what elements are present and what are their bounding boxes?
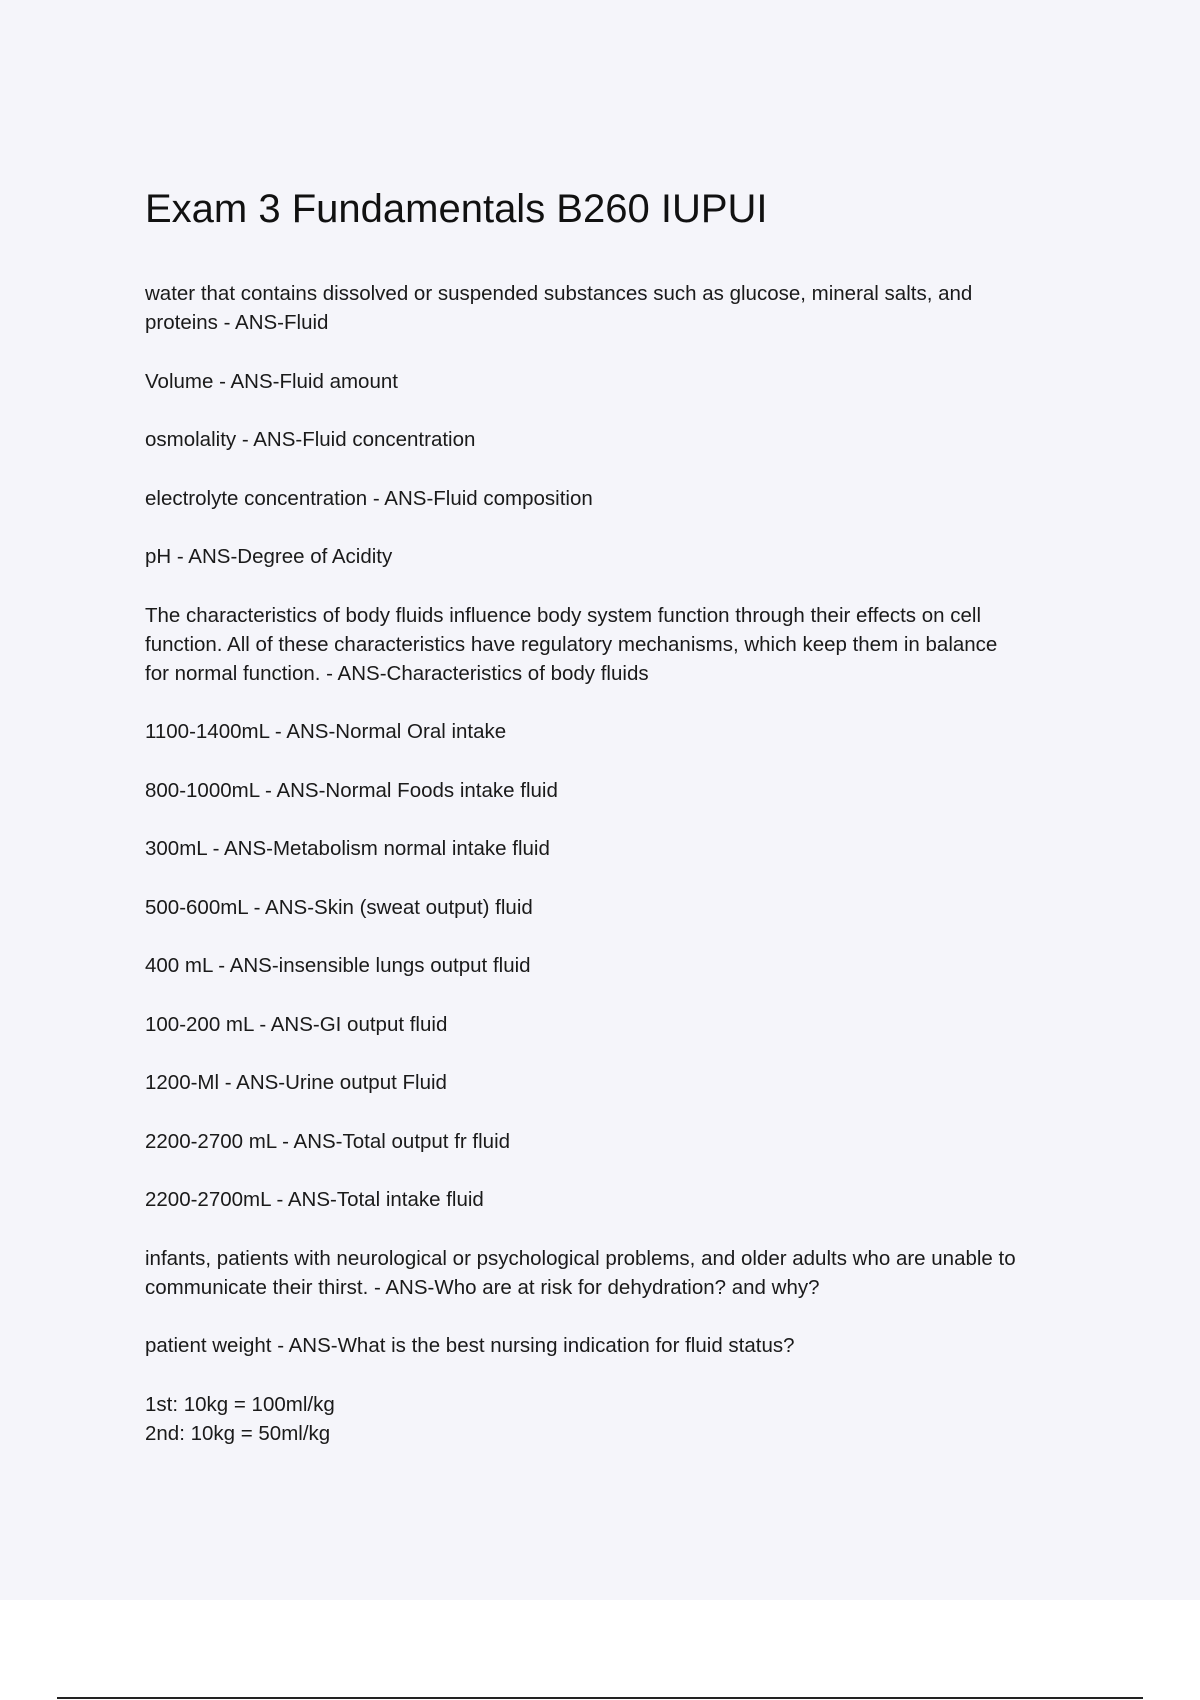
flashcard-entry: 800-1000mL - ANS-Normal Foods intake fluid [145, 778, 558, 802]
flashcard-entry: patient weight - ANS-What is the best nursing indication for fluid status? [145, 1334, 795, 1357]
flashcard-entry: osmolality - ANS-Fluid concentration [145, 428, 476, 451]
flashcard-entry: 2200-2700mL - ANS-Total intake fluid [145, 1188, 484, 1211]
flashcard-entry: 1200-Ml - ANS-Urine output Fluid [145, 1071, 447, 1094]
page-divider [57, 1697, 1143, 1699]
document-title: Exam 3 Fundamentals B260 IUPUI [145, 187, 768, 231]
flashcard-entry: 2200-2700 mL - ANS-Total output fr fluid [145, 1129, 511, 1153]
flashcard-entry: Volume - ANS-Fluid amount [145, 369, 398, 393]
flashcard-entry: 400 mL - ANS-insensible lungs output fluid [145, 954, 531, 977]
flashcard-entry: 1st: 10kg = 100ml/kg 2nd: 10kg = 50ml/kg [145, 1392, 335, 1445]
flashcard-list [145, 279, 1105, 1477]
flashcard-entry: 100-200 mL - ANS-GI output fluid [145, 1012, 448, 1036]
flashcard-entry: infants, patients with neurological or psychological problems, and older adults who are unable to communicate their thirst. - ANS-Who are at risk for dehydration? and why? [145, 1246, 1016, 1299]
flashcard-entry: The characteristics of body fluids influence body system function through their effects on cell function. All of these characteristics have regulatory mechanisms, which keep them in balance for normal function. - ANS-Characteristics of body fluids [145, 603, 998, 685]
flashcard-entry: water that contains dissolved or suspended substances such as glucose, mineral salts, and proteins - ANS-Fluid [145, 282, 973, 334]
flashcard-entry: electrolyte concentration - ANS-Fluid composition [145, 486, 593, 510]
flashcard-entry: 1100-1400mL - ANS-Normal Oral intake [145, 720, 507, 743]
flashcard-entry: 500-600mL - ANS-Skin (sweat output) fluid [145, 895, 533, 919]
flashcard-entry: 300mL - ANS-Metabolism normal intake fluid [145, 837, 550, 860]
flashcard-entry: pH - ANS-Degree of Acidity [145, 545, 393, 568]
